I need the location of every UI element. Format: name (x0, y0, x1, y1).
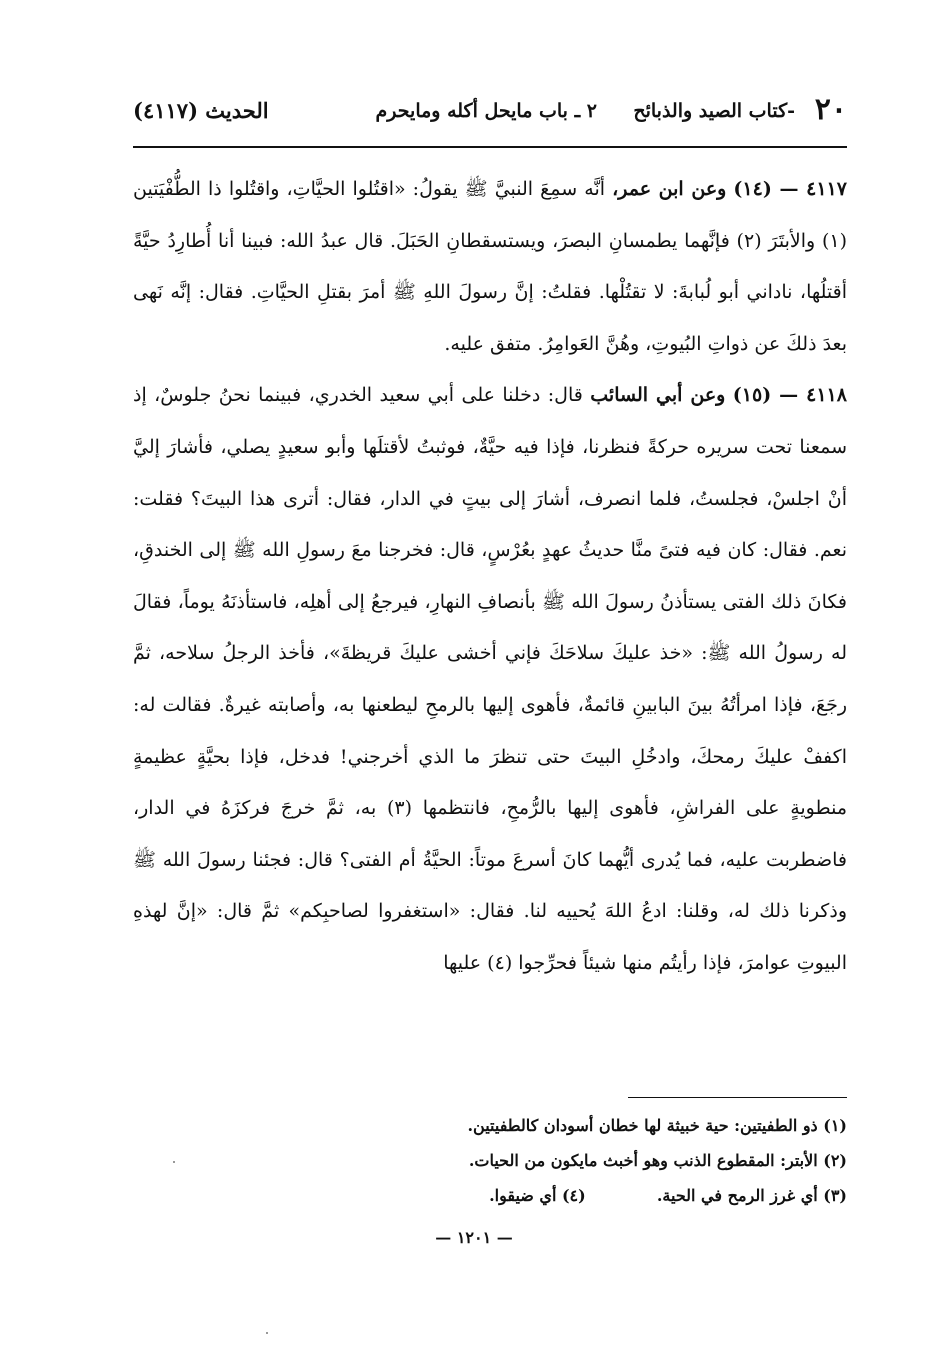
header-chapter-title: ٢ ـ باب مايحل أكله ومايحرم (375, 100, 597, 122)
header-book-title: -كتاب الصيد والذبائح (633, 100, 795, 122)
running-header (133, 92, 847, 142)
footnotes (240, 1108, 847, 1213)
hadith-number: ٤١١٨ — (١٥) (732, 384, 847, 407)
hadith-number: ٤١١٧ — (١٤) (733, 178, 847, 200)
footnote: (٤) أي ضيقوا. (489, 1186, 586, 1205)
hadith-paragraph (133, 164, 847, 370)
hadith-narrator: وعن ابن عمر، (612, 178, 727, 200)
hadith-text: قال: دخلنا على أبي سعيد الخدري، فبينما نحنُ جلوسٌ، إذ سمعنا تحت سريره حركةً فنظرنا، فإذا فيه حيَّةٌ، فوثبتُ لأقتلَها وأبو سعيدٍ يصلي، فأشارَ إليَّ أنْ اجلسْ، فجلستُ، فلما انصرف، أشارَ إلى بيتٍ في الدار، فقال: أترى هذا البيتَ؟ فقلت: نعم. فقال: كان فيه فتىً منَّا حديثُ عهدٍ بعُرْسٍ، قال: فخرجنا معَ رسولِ الله ﷺ إلى الخندقِ، فكانَ ذلك الفتى يستأذنُ رسولَ الله ﷺ بأنصافِ النهارِ، فيرجعُ إلى أهلِه، فاستأذنَهُ يوماً، فقالَ له رسولُ الله ﷺ: «خذ عليكَ سلاحَكَ فإني أخشى عليكَ قريظةَ»، فأخذ الرجلُ سلاحه، ثمَّ رجَعَ، فإذا امرأتُهُ بينَ البابينِ قائمةٌ، فأهوى إليها بالرمحِ ليطعنها به، وأصابته غيرةٌ. فقالت له: اكففْ عليكَ رمحكَ، وادخُلِ البيتَ حتى تنظرَ ما الذي أخرجني! فدخل، فإذا بحيَّةٍ عظيمةٍ منطويةٍ على الفراشِ، فأهوى إليها بالرُّمحِ، فانتظمها (٣) به، ثمَّ خرجَ فركزَهُ في الدار، فاضطربت عليه، فما يُدرى أيُّهما كانَ أسرعَ موتاً: الحيَّةُ أم الفتى؟ قال: فجئنا رسولَ الله ﷺ وذكرنا ذلك له، وقلنا: ادعُ اللهَ يُحييه لنا. فقال: «استغفروا لصاحبِكم» ثمَّ قال: «إنَّ لهذهِ البيوتِ عوامرَ، فإذا رأيتُم منها شيئاً فحرِّجوا (٤) عليها (133, 384, 847, 974)
scan-speck (173, 1161, 175, 1163)
scan-speck (266, 1332, 268, 1334)
footnote: (١) ذو الطفيتين: حية خبيثة لها خطان أسودان كالطفيتين. (467, 1116, 847, 1135)
hadith-text: أنَّه سمِعَ النبيَّ ﷺ يقولُ: «اقتُلوا الحيَّاتِ، واقتُلوا ذا الطُّفْيَتين (١) والأبتَرَ (٢) فإنَّهما يطمسانِ البصرَ، ويستسقطانِ الحَبَلَ. قال عبدُ الله: فبينا أنا أُطارِدُ حيَّةً أقتلُها، ناداني أبو لُبابةَ: لا تقتُلْها. فقلتُ: إنَّ رسولَ اللهِ ﷺ أمرَ بقتلِ الحيَّاتِ. فقال: إنَّه نَهى بعدَ ذلكَ عن ذواتِ البُيوتِ، وهُنَّ العَوامِرُ. متفق عليه. (133, 178, 847, 355)
header-page-number: ٢٠ (814, 92, 847, 127)
hadith-narrator: وعن أبي السائب (590, 384, 726, 407)
hadith-paragraph (133, 370, 847, 989)
footnote: (٢) الأبتر: المقطوع الذنب وهو أخبث مايكون من الحيات. (468, 1151, 847, 1170)
footnote: (٣) أي غرز الرمح في الحية. (656, 1186, 847, 1205)
header-divider (133, 146, 847, 148)
main-text (133, 164, 847, 990)
header-hadith-range: الحديث (٤١١٧) (133, 98, 269, 123)
page-folio: — ١٢٠١ — (435, 1228, 513, 1247)
footnote-row (240, 1178, 847, 1213)
footnote-divider (628, 1097, 847, 1098)
